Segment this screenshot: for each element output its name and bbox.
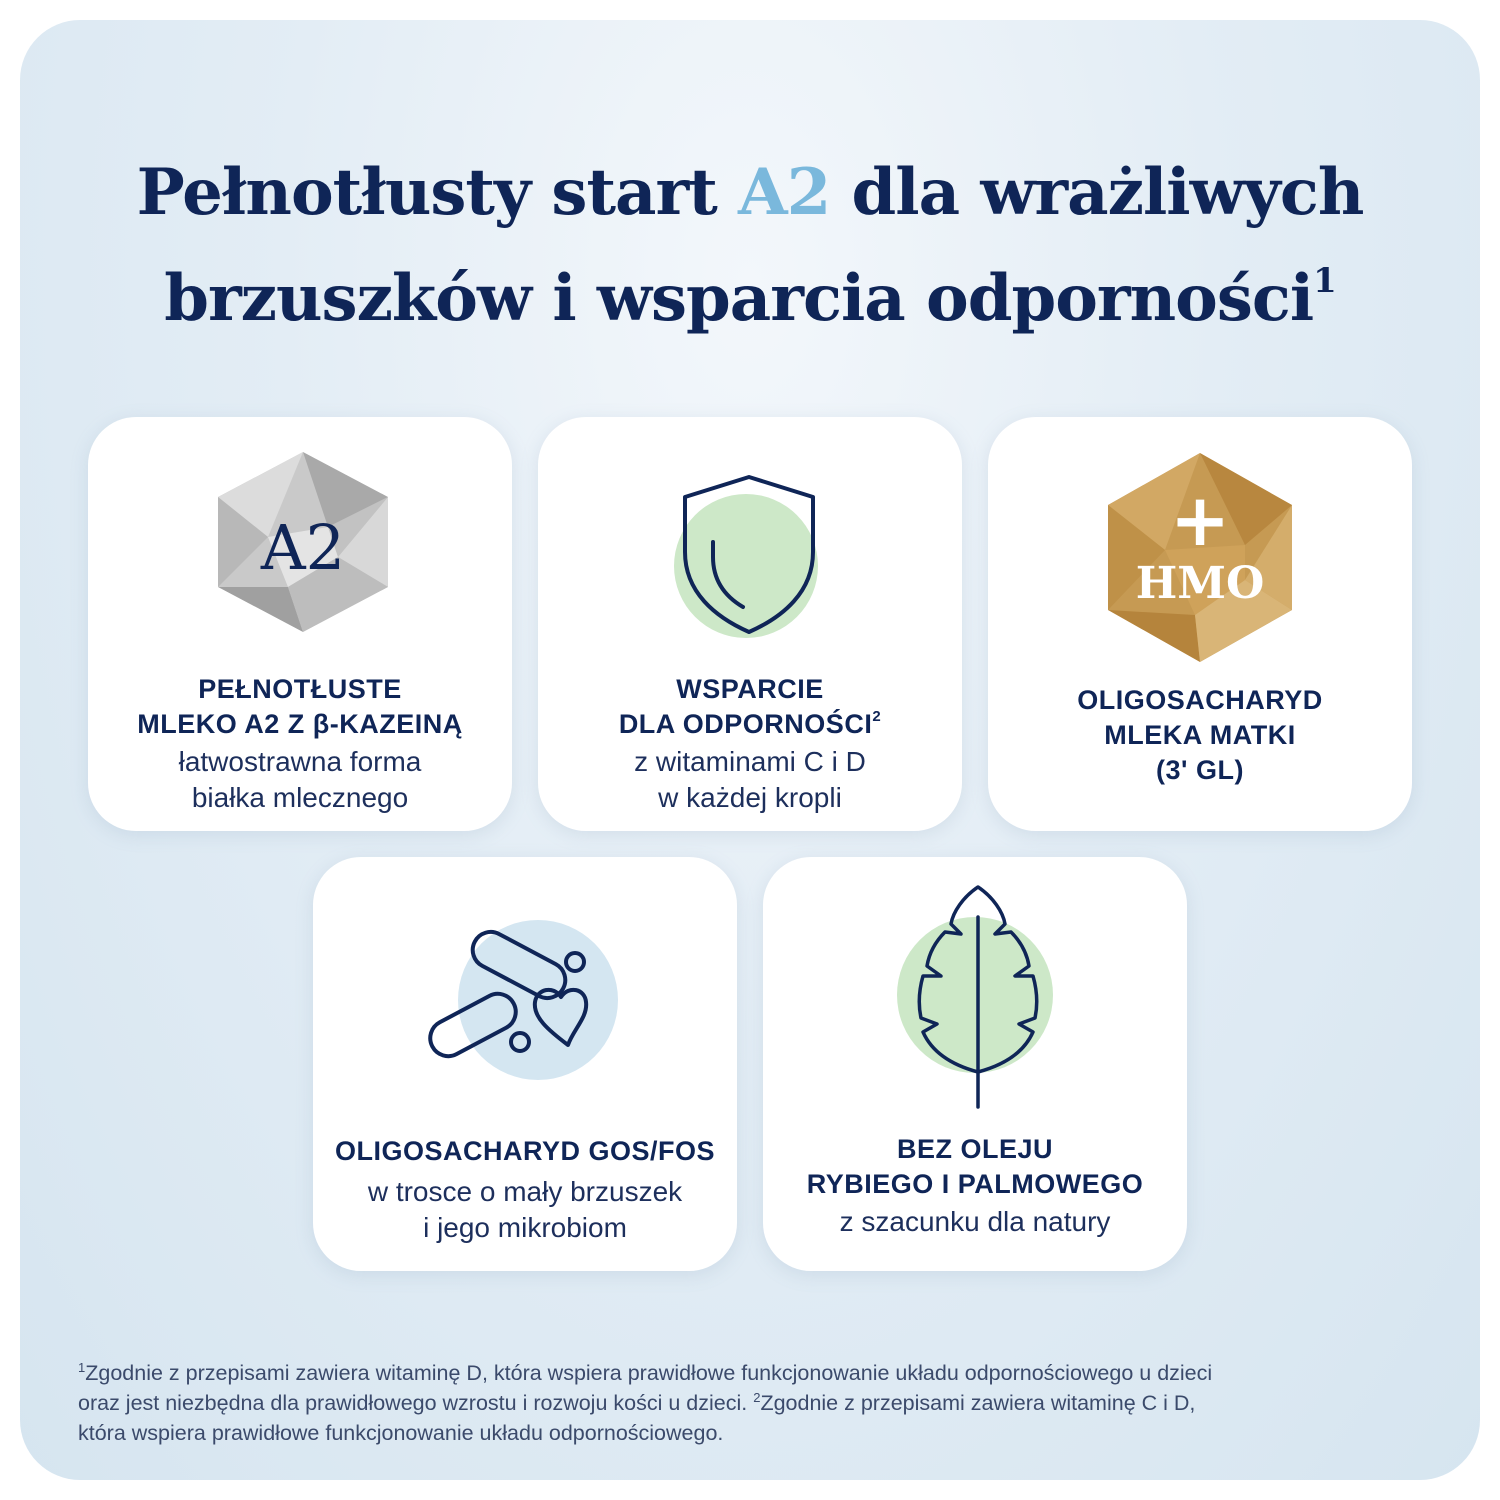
microbiome-icon	[423, 917, 633, 1087]
footnote-sup-1: 1	[78, 1360, 86, 1375]
footnote	[78, 1358, 1428, 1448]
card-title-line1: WSPARCIE	[676, 674, 824, 704]
card-title-line1: PEŁNOTŁUSTE	[198, 674, 402, 704]
card-gos-fos	[313, 857, 737, 1271]
card-hmo	[988, 417, 1412, 831]
title-highlight: A2	[738, 155, 831, 230]
card-title-line2: RYBIEGO I PALMOWEGO	[806, 1169, 1144, 1199]
footnote-sup-2: 2	[753, 1390, 761, 1405]
footnote-text-1: Zgodnie z przepisami zawiera witaminę D, która wspiera prawidłowe funkcjonowanie układu odpornościowego u dzieci	[85, 1361, 1213, 1385]
title-part1: Pełnotłusty start	[136, 155, 739, 230]
card-description	[538, 744, 962, 816]
footnote-text-3: Zgodnie z przepisami zawiera witaminę C i D,	[760, 1391, 1196, 1415]
page-title	[0, 140, 1500, 352]
card-title	[88, 672, 512, 742]
shield-icon	[658, 472, 858, 642]
card-title-line1: OLIGOSACHARYD	[1077, 685, 1323, 715]
footnote-text-2: oraz jest niezbędna dla prawidłowego wzrostu i rozwoju kości u dzieci.	[78, 1391, 754, 1415]
hmo-badge-text: HMO	[1135, 558, 1265, 609]
hmo-hexagon-icon	[1105, 450, 1295, 665]
a2-badge-text: A2	[260, 511, 346, 584]
card-desc-line2: w każdej kropli	[658, 782, 842, 813]
footnote-text-4: która wspiera prawidłowe funkcjonowanie układu odpornościowego.	[78, 1421, 724, 1445]
card-desc-line1: łatwostrawna forma	[178, 746, 422, 777]
card-desc-line1: z witaminami C i D	[634, 746, 866, 777]
card-description	[313, 1174, 737, 1246]
title-superscript: 1	[1313, 261, 1336, 301]
card-title-line2: MLEKO A2 Z β-KAZEINĄ	[137, 709, 463, 739]
card-title-line1: OLIGOSACHARYD GOS/FOS	[334, 1136, 716, 1166]
card-description	[88, 744, 512, 816]
card-immunity	[538, 417, 962, 831]
card-a2-milk	[88, 417, 512, 831]
hmo-plus-sign: +	[1169, 478, 1231, 562]
card-description	[763, 1204, 1187, 1240]
card-desc-line2: białka mlecznego	[191, 782, 409, 813]
card-title-superscript: 2	[872, 708, 882, 725]
a2-hexagon-icon	[208, 447, 398, 637]
card-no-oil	[763, 857, 1187, 1271]
card-title	[763, 1132, 1187, 1202]
card-title	[538, 672, 962, 742]
card-title	[313, 1134, 737, 1169]
card-desc-line2: i jego mikrobiom	[423, 1212, 627, 1243]
leaf-icon	[893, 882, 1063, 1112]
title-part2: dla wrażliwych	[830, 155, 1364, 230]
card-title-line3: (3' GL)	[1156, 755, 1244, 785]
card-title	[988, 683, 1412, 788]
card-title-line2: DLA ODPORNOŚCI	[618, 709, 873, 739]
card-title-line1: BEZ OLEJU	[896, 1134, 1054, 1164]
title-line2: brzuszków i wsparcia odporności	[164, 261, 1314, 336]
card-desc-line1: w trosce o mały brzuszek	[367, 1176, 683, 1207]
card-title-line2: MLEKA MATKI	[1104, 720, 1296, 750]
card-desc-line1: z szacunku dla natury	[839, 1206, 1111, 1237]
